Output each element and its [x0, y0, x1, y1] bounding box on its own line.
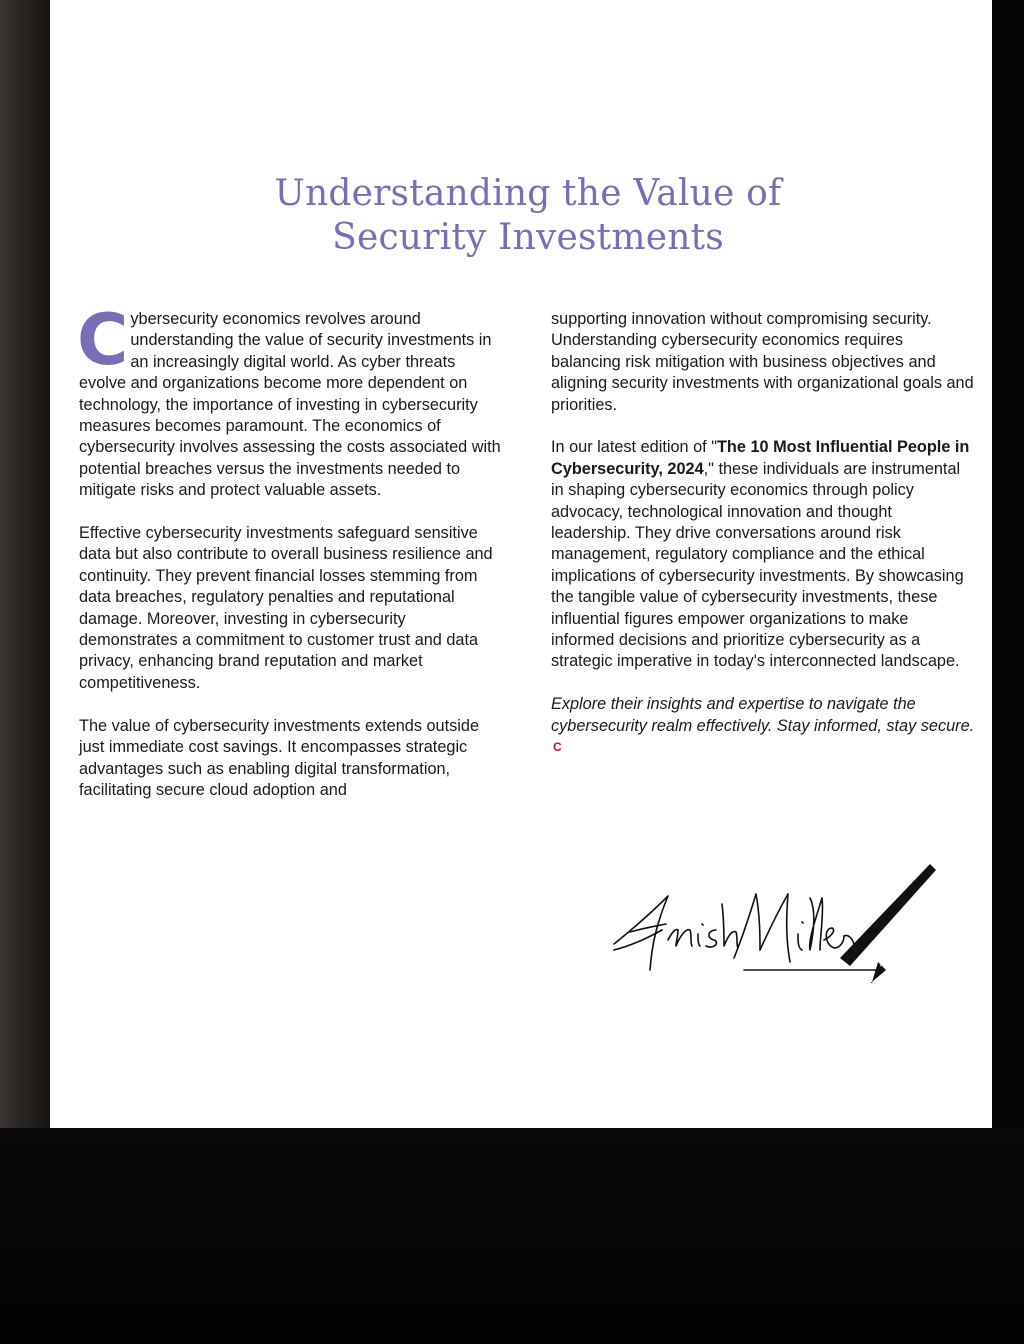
right-column — [551, 309, 976, 780]
signature-handwriting — [614, 894, 876, 970]
drop-cap: C — [77, 299, 129, 381]
left-paragraph-2: Effective cybersecurity investments safeguard sensitive data but also contribute to overall business resilience and continuity. They prevent financial losses stemming from data breaches, regulatory penalties and reputational damage. Moreover, investing in cybersecurity demonstrates a commitment to customer trust and data privacy, enhancing brand reputation and market competitiveness. — [79, 524, 493, 692]
title-line-1: Understanding the Value of — [274, 173, 782, 214]
fountain-pen-icon — [840, 864, 936, 983]
document-page — [50, 0, 992, 1128]
page-title — [50, 172, 1006, 260]
right-paragraph-1: supporting innovation without compromising security. Understanding cybersecurity economics requires balancing risk mitigation with business objectives and aligning security investments with organizational goals and priorities. — [551, 310, 974, 414]
edition-title: The 10 Most Influential People in Cybersecurity, 2024 — [551, 438, 970, 478]
signature — [610, 858, 940, 983]
right-paragraph-3 — [551, 694, 976, 758]
background-right-strip — [992, 0, 1024, 1130]
left-paragraph-1-text: ybersecurity economics revolves around understanding the value of security investments in an increasingly digital world. As cyber threats evolve and organizations become more dependent on technology, the importance of investing in cybersecurity measures becomes paramount. The economics of cybersecurity involves assessing the costs associated with potential breaches versus the investments needed to mitigate risks and protect valuable assets. — [79, 310, 501, 500]
left-paragraph-3: The value of cybersecurity investments extends outside just immediate cost savings. It encompasses strategic advantages such as enabling digital transformation, facilitating secure cloud adoption and — [79, 716, 479, 799]
title-line-2: Security Investments — [332, 217, 724, 258]
right-paragraph-2 — [551, 437, 976, 672]
left-paragraph-1 — [77, 299, 504, 502]
right-paragraph-2-lead: In our latest edition of " — [551, 438, 717, 457]
end-mark-icon: C — [553, 740, 562, 755]
closing-statement: Explore their insights and expertise to navigate the cybersecurity realm effectively. Stay informed, stay secure. — [551, 695, 975, 735]
right-paragraph-2-text: ," these individuals are instrumental in shaping cybersecurity economics through policy advocacy, technological innovation and thought leadership. They drive conversations around risk management, regulatory compliance and the ethical implications of cybersecurity investments. By showcasing the tangible value of cybersecurity investments, these influential figures empower organizations to make informed decisions and prioritize cybersecurity as a strategic imperative in today's interconnected landscape. — [551, 459, 964, 671]
background-bottom-area — [0, 1128, 1024, 1344]
background-left-strip — [0, 0, 50, 1130]
left-column — [77, 299, 504, 823]
